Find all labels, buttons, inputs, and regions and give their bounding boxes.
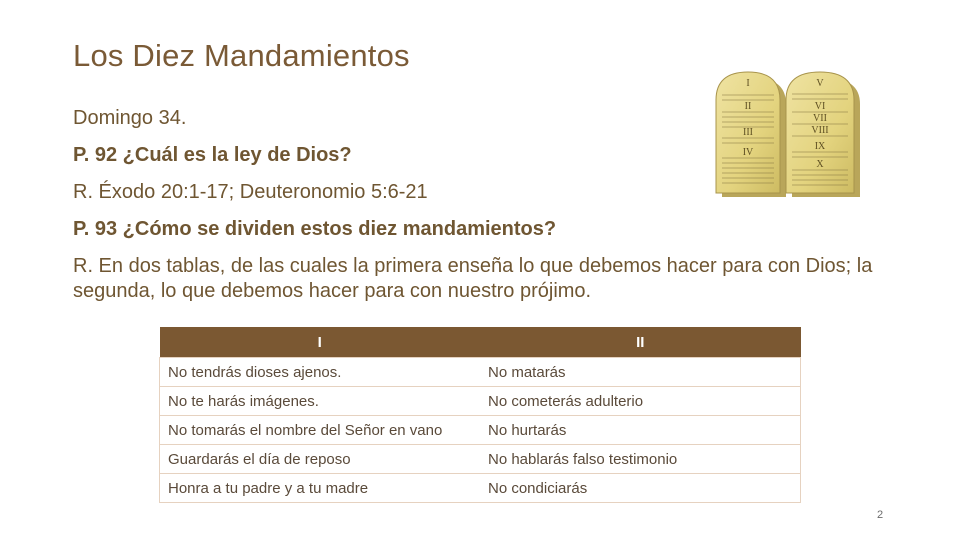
numeral-left-4: IV [742, 147, 754, 158]
table-row [160, 416, 801, 445]
page-number: 2 [877, 509, 884, 521]
stone-tablets-illustration [688, 60, 885, 208]
table-cell: No tomarás el nombre del Señor en vano [160, 416, 481, 445]
table-row [160, 445, 801, 474]
table-header-row [160, 327, 801, 358]
table-cell: No tendrás dioses ajenos. [160, 358, 481, 387]
numeral-right-9: IX [814, 141, 826, 152]
numeral-left-3: III [743, 127, 753, 138]
table-header-first-tablet: I [160, 327, 481, 358]
numeral-left-1: I [746, 78, 750, 89]
table-cell: Honra a tu padre y a tu madre [160, 474, 481, 503]
table-row [160, 474, 801, 503]
numeral-right-5: V [816, 78, 824, 89]
table-header-second-tablet: II [480, 327, 801, 358]
question-92: P. 92 ¿Cuál es la ley de Dios? [73, 144, 352, 166]
commandments-table [159, 327, 801, 503]
table-cell: No matarás [480, 358, 801, 387]
numeral-left-2: II [744, 101, 752, 112]
table-cell: No hablarás falso testimonio [480, 445, 801, 474]
numeral-right-6: VI [814, 101, 826, 112]
tablets-image [688, 60, 885, 208]
table-cell: No hurtarás [480, 416, 801, 445]
slide-title: Los Diez Mandamientos [73, 38, 410, 73]
table-row [160, 387, 801, 416]
table-cell: No condiciarás [480, 474, 801, 503]
answer-92: R. Éxodo 20:1-17; Deuteronomio 5:6-21 [73, 181, 428, 203]
numeral-right-10: X [816, 159, 824, 170]
table-cell: Guardarás el día de reposo [160, 445, 481, 474]
table-cell: No cometerás adulterio [480, 387, 801, 416]
numeral-right-8: VIII [811, 125, 829, 136]
question-93: P. 93 ¿Cómo se dividen estos diez mandamientos? [73, 218, 557, 240]
paragraph-sunday: Domingo 34. [73, 107, 187, 129]
answer-93: R. En dos tablas, de las cuales la primera enseña lo que debemos hacer para con Dios; la segunda, lo que debemos hacer para con nuestro prójimo. [73, 255, 873, 302]
table-row [160, 358, 801, 387]
numeral-right-7: VII [813, 113, 827, 124]
table-cell: No te harás imágenes. [160, 387, 481, 416]
